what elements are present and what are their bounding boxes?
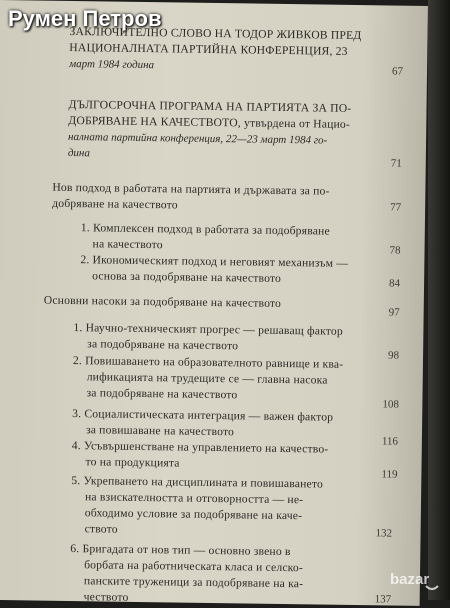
toc-line: 2. Повишаването на образователното равнище и ква- (72, 354, 344, 371)
svg-text:bazar: bazar (390, 571, 430, 588)
page-number: 84 (388, 277, 401, 290)
toc-line: за подобряване на качеството (86, 386, 238, 402)
toc-line: панските труженици за подобряване на ка- (83, 574, 304, 591)
page-number: 78 (389, 244, 401, 257)
page-number: 137 (374, 593, 392, 606)
page-number: 116 (381, 435, 399, 448)
toc-line: лификацията на трудещите се — главна насока (86, 370, 328, 387)
toc-line: март 1984 година (69, 57, 155, 72)
toc-line: 2. Икономическият подход и неговият механизъм — (80, 253, 349, 270)
toc-line: Нов подход в работата на партията и държавата за по- (52, 180, 330, 198)
page-number: 132 (375, 527, 393, 540)
toc-line: Основни насоки за подобряване на качеството (43, 293, 282, 310)
toc-line: ството (84, 522, 118, 536)
page-edge-shadow (428, 0, 450, 600)
toc-line: ЗАКЛЮЧИТЕЛНО СЛОВО НА ТОДОР ЖИВКОВ ПРЕД (69, 24, 362, 43)
page-number: 71 (390, 157, 402, 170)
toc-line: за подобряване на качеството (87, 337, 239, 353)
toc-line: чеството (83, 590, 129, 604)
page-number: 98 (387, 349, 400, 362)
toc-line: 3. Социалистическата интеграция — важен фактор (72, 407, 334, 424)
toc-line: на взискателността и отговорността — не- (84, 490, 304, 507)
page-number: 67 (391, 65, 404, 78)
page-number: 97 (388, 306, 400, 319)
toc-line: основа за подобряване на качеството (92, 269, 282, 285)
seller-watermark: Румен Петров (8, 6, 162, 31)
toc-line: дина (67, 146, 90, 160)
toc-line: на качеството (92, 237, 163, 252)
toc-line: обходимо условие за подобряване на каче- (84, 506, 303, 523)
toc-line: за повишаване на качеството (85, 423, 235, 439)
toc-line: 5. Укрепването на дисциплината и повишаването (71, 474, 324, 491)
page-number: 119 (381, 468, 398, 481)
toc-line: 1. Комплексен подход в работата за подобряване (80, 221, 330, 238)
toc-line: добряване на качеството (52, 196, 178, 212)
bazar-logo (388, 562, 442, 596)
toc-line: то на продукцията (85, 455, 180, 470)
toc-line: 6. Бригадата от нов тип — основно звено в (70, 542, 291, 559)
toc-line: 1. Научно-техническият прогрес — решаващ фактор (73, 321, 344, 338)
toc-line: ДОБРЯВАНЕ НА КАЧЕСТВОТО, утвърдена от Нацио- (68, 113, 351, 131)
page-number: 77 (390, 201, 402, 214)
toc-line: налната партийна конференция, 22—23 март 1984 го- (68, 130, 328, 147)
toc-line: борбата на работническата класа и селско- (84, 558, 304, 575)
toc-line: ДЪЛГОСРОЧНА ПРОГРАМА НА ПАРТИЯТА ЗА ПО- (68, 97, 352, 115)
toc-line: НАЦИОНАЛНАТА ПАРТИЙНА КОНФЕРЕНЦИЯ, 23 (69, 40, 348, 58)
page-number: 108 (382, 398, 399, 411)
toc-line: 4. Усъвършенстване на управлението на качество- (71, 439, 329, 456)
